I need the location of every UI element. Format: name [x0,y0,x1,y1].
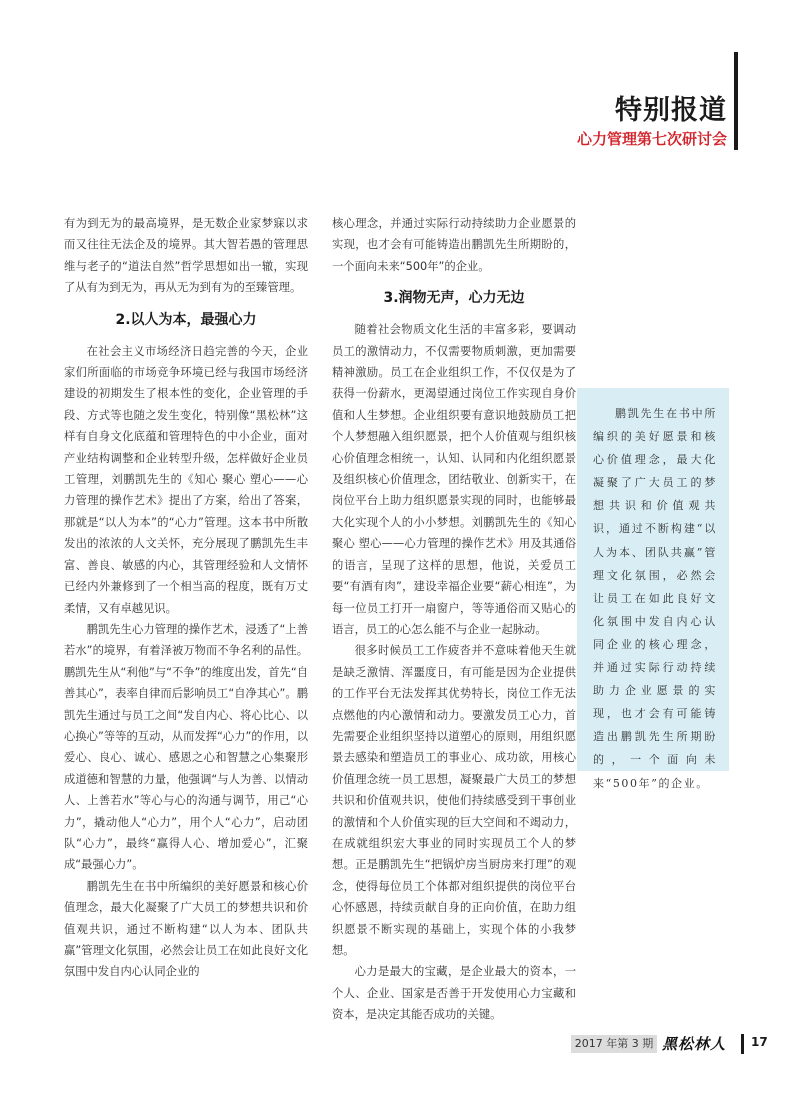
left-column [64,213,308,983]
paragraph-continued: 有为到无为的最高境界，是无数企业家梦寐以求而又往往无法企及的境界。其大智若愚的管理思维与老子的“道法自然”哲学思想如出一辙，实现了从有为到无为，再从无为到有为的至臻管理。 [64,217,308,295]
paragraph: 心力是最大的宝藏，是企业最大的资本，一个人、企业、国家是否善于开发使用心力宝藏和资本，是决定其能否成功的关键。 [332,965,576,1022]
footer-divider-bar [741,1034,744,1054]
section-title: 特别报道 [615,95,727,126]
header-divider-bar [734,52,738,150]
pull-quote-text: 鹏凯先生在书中所编织的美好愿景和核心价值理念，最大化凝聚了广大员工的梦想共识和价值观共识，通过不断构建“以人为本、团队共赢”管理文化氛围，必然会让员工在如此良好文化氛围中发自内心认同企业的核心理念，并通过实际行动持续助力企业愿景的实现，也才会有可能铸造出鹏凯先生所期盼的，一个面向未来“500年”的企业。 [593,407,717,790]
magazine-logo: 黑松林人 [662,1035,727,1053]
paragraph: 鹏凯先生在书中所编织的美好愿景和核心价值理念，最大化凝聚了广大员工的梦想共识和价值观共识，通过不断构建“以人为本、团队共赢”管理文化氛围，必然会让员工在如此良好文化氛围中发自内心认同企业的 [64,879,308,979]
issue-label: 2017 年第 3 期 [571,1035,657,1053]
heading-section-2: 2.以人为本，最强心力 [115,311,257,328]
page-footer [0,1033,793,1055]
paragraph: 鹏凯先生心力管理的操作艺术，浸透了“上善若水”的境界，有着泽被万物而不争名利的品性。鹏凯先生从“利他”与“不争”的维度出发，首先“自善其心”，表率自律而后影响员工“自净其心”。鹏凯先生通过与员工之间“发自内心、将心比心、以心换心”等等的互动，从而发挥“心力”的作用，以爱心、良心、诚心、感恩之心和智慧之心集聚形成道德和智慧的力量，他强调“与人为善、以情动人、上善若水”等心与心的沟通与调节，用己“心力”，撬动他人“心力”，用个人“心力”，启动团队“心力”，最终“赢得人心、增加爱心”，汇聚成“最强心力”。 [64,622,308,872]
pull-quote-box [577,388,729,790]
section-subtitle: 心力管理第七次研讨会 [576,130,727,148]
paragraph-continued: 核心理念，并通过实际行动持续助力企业愿景的实现，也才会有可能铸造出鹏凯先生所期盼的，一个面向未来“500年”的企业。 [332,217,576,273]
middle-column [332,213,576,1026]
paragraph: 很多时候员工工作疲沓并不意味着他天生就是缺乏激情、浑噩度日，有可能是因为企业提供的工作平台无法发挥其优势特长，岗位工作无法点燃他的内心激情和动力。要激发员工心力，首先需要企业组织坚持以道塑心的原则，用组织愿景去感染和塑造员工的事业心、成功欲，用核心价值理念统一员工思想，凝聚最广大员工的梦想共识和价值观共识，使他们持续感受到干事创业的激情和个人价值实现的巨大空间和不竭动力，在成就组织宏大事业的同时实现员工个人的梦想。正是鹏凯先生“把锅炉房当厨房来打理”的观念，使得每位员工个体都对组织提供的岗位平台心怀感恩，持续贡献自身的正向价值，在助力组织愿景不断实现的基础上，实现个体的小我梦想。 [332,644,576,957]
paragraph: 随着社会物质文化生活的丰富多彩，要调动员工的激情动力，不仅需要物质刺激，更加需要精神激励。员工在企业组织工作，不仅仅是为了获得一份薪水，更渴望通过岗位工作实现自身价值和人生梦想。企业组织要有意识地鼓励员工把个人梦想融入组织愿景，把个人价值观与组织核心价值理念相统一，认知、认同和内化组织愿景及组织核心价值理念，团结敬业、创新实干，在岗位平台上助力组织愿景实现的同时，也能够最大化实现个人的小小梦想。刘鹏凯先生的《知心 聚心 塑心——心力管理的操作艺术》用及其通俗的语言，呈现了这样的思想，他说，关爱员工要“有酒有肉”，建设幸福企业要“薪心相连”，为每一位员工打开一扇窗户，等等通俗而又贴心的语言，员工的心怎么能不与企业一起脉动。 [332,323,576,636]
paragraph: 在社会主义市场经济日趋完善的今天，企业家们所面临的市场竞争环境已经与我国市场经济建设的初期发生了根本性的变化，企业管理的手段、方式等也随之发生变化，特别像“黑松林”这样有自身文化底蕴和管理特色的中小企业，面对产业结构调整和企业转型升级，怎样做好企业员工管理，刘鹏凯先生的《知心 聚心 塑心——心力管理的操作艺术》提出了方案，给出了答案，那就是“以人为本”的“心力”管理。这本书中所散发出的浓浓的人文关怀，充分展现了鹏凯先生丰富、善良、敏感的内心，其管理经验和人文情怀已经内外兼修到了一个相当高的程度，既有万丈柔情，又有卓越见识。 [64,344,308,615]
heading-section-3: 3.润物无声，心力无边 [383,290,525,307]
page-number: 17 [751,1035,768,1049]
